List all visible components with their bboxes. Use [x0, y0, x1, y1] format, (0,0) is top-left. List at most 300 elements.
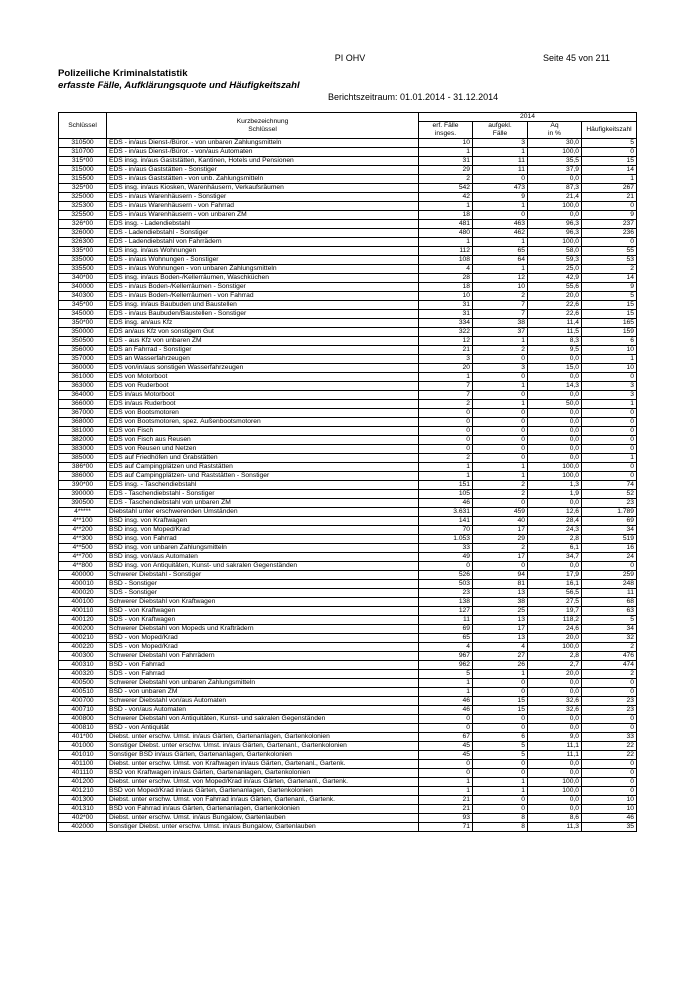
cell-key: 4**800 — [59, 562, 107, 571]
cell-name: EDS - in/aus Warenhäusern - von Fahrrad — [107, 202, 419, 211]
cell-hz: 267 — [582, 184, 637, 193]
header-key: Schlüssel — [59, 113, 107, 139]
cell-name: Schwerer Diebstahl - Sonstiger — [107, 571, 419, 580]
cell-cases: 481 — [419, 220, 473, 229]
cell-solved: 13 — [473, 634, 528, 643]
cell-hz: 53 — [582, 256, 637, 265]
cell-hz: 0 — [582, 562, 637, 571]
cell-key: 400000 — [59, 571, 107, 580]
cell-cases: 1 — [419, 787, 473, 796]
cell-aq: 118,2 — [528, 616, 582, 625]
cell-name: SDS - von Moped/Krad — [107, 643, 419, 652]
cell-cases: 23 — [419, 589, 473, 598]
cell-solved: 17 — [473, 553, 528, 562]
cell-solved: 0 — [473, 211, 528, 220]
cell-hz: 16 — [582, 544, 637, 553]
cell-solved: 1 — [473, 670, 528, 679]
table-row — [59, 454, 637, 463]
cell-aq: 14,3 — [528, 382, 582, 391]
cell-hz: 0 — [582, 418, 637, 427]
cell-solved: 462 — [473, 229, 528, 238]
cell-name: SDS - Sonstiger — [107, 589, 419, 598]
cell-aq: 11,4 — [528, 319, 582, 328]
cell-hz: 34 — [582, 526, 637, 535]
table-row — [59, 823, 637, 832]
cell-key: 326*00 — [59, 220, 107, 229]
table-row — [59, 598, 637, 607]
cell-key: 401110 — [59, 769, 107, 778]
cell-cases: 105 — [419, 490, 473, 499]
cell-aq: 0,0 — [528, 355, 582, 364]
cell-key: 366000 — [59, 400, 107, 409]
cell-cases: 1 — [419, 148, 473, 157]
table-row — [59, 364, 637, 373]
header-year: 2014 — [419, 113, 637, 122]
cell-solved: 3 — [473, 139, 528, 148]
cell-aq: 11,1 — [528, 742, 582, 751]
table-row — [59, 562, 637, 571]
cell-solved: 459 — [473, 508, 528, 517]
cell-solved: 7 — [473, 310, 528, 319]
cell-hz: 74 — [582, 481, 637, 490]
cell-cases: 31 — [419, 157, 473, 166]
cell-cases: 46 — [419, 499, 473, 508]
cell-solved: 26 — [473, 661, 528, 670]
cell-name: EDS - in/aus Boden-/Kellerräumen - Sonstiger — [107, 283, 419, 292]
cell-key: 400220 — [59, 643, 107, 652]
cell-aq: 100,0 — [528, 238, 582, 247]
cell-aq: 0,0 — [528, 688, 582, 697]
cell-name: EDS - Ladendiebstahl von Fahrrädern — [107, 238, 419, 247]
cell-solved: 3 — [473, 364, 528, 373]
cell-solved: 4 — [473, 643, 528, 652]
cell-name: BSD - Sonstiger — [107, 580, 419, 589]
cell-solved: 25 — [473, 607, 528, 616]
cell-name: EDS von Reusen und Netzen — [107, 445, 419, 454]
cell-cases: 46 — [419, 697, 473, 706]
cell-name: BSD - von Antiquität — [107, 724, 419, 733]
cell-key: 356000 — [59, 346, 107, 355]
cell-aq: 21,4 — [528, 193, 582, 202]
cell-solved: 0 — [473, 355, 528, 364]
cell-key: 400110 — [59, 607, 107, 616]
cell-hz: 6 — [582, 337, 637, 346]
cell-aq: 100,0 — [528, 148, 582, 157]
cell-name: BSD - von unbaren ZM — [107, 688, 419, 697]
cell-name: BSD insg. von Kraftwagen — [107, 517, 419, 526]
cell-name: EDS insg. in/aus Gaststätten, Kantinen, Hotels und Pensionen — [107, 157, 419, 166]
cell-name: EDS insg. - Taschendiebstahl — [107, 481, 419, 490]
cell-hz: 63 — [582, 607, 637, 616]
cell-hz: 34 — [582, 625, 637, 634]
cell-aq: 0,0 — [528, 211, 582, 220]
cell-name: Schwerer Diebstahl von unbaren Zahlungsmitteln — [107, 679, 419, 688]
cell-aq: 100,0 — [528, 643, 582, 652]
cell-name: EDS - in/aus Boden-/Kellerräumen - von Fahrrad — [107, 292, 419, 301]
cell-hz: 5 — [582, 616, 637, 625]
cell-solved: 0 — [473, 409, 528, 418]
cell-aq: 50,0 — [528, 400, 582, 409]
cell-solved: 38 — [473, 319, 528, 328]
cell-aq: 11,3 — [528, 823, 582, 832]
cell-solved: 0 — [473, 562, 528, 571]
cell-name: BSD von Kraftwagen in/aus Gärten, Gartenanlagen, Gartenkolonien — [107, 769, 419, 778]
table-row — [59, 625, 637, 634]
table-row — [59, 706, 637, 715]
cell-aq: 28,4 — [528, 517, 582, 526]
cell-name: Diebst. unter erschw. Umst. in/aus Bungalow, Gartenlauben — [107, 814, 419, 823]
cell-key: 326300 — [59, 238, 107, 247]
cell-hz: 0 — [582, 688, 637, 697]
cell-hz: 1 — [582, 175, 637, 184]
cell-aq: 22,6 — [528, 310, 582, 319]
cell-hz: 2 — [582, 670, 637, 679]
cell-cases: 0 — [419, 445, 473, 454]
cell-cases: 2 — [419, 454, 473, 463]
cell-hz: 3 — [582, 391, 637, 400]
cell-aq: 96,3 — [528, 229, 582, 238]
table-row — [59, 508, 637, 517]
cell-cases: 480 — [419, 229, 473, 238]
cell-cases: 0 — [419, 715, 473, 724]
cell-name: EDS - in/aus Warenhäusern - von unbaren ZM — [107, 211, 419, 220]
cell-aq: 16,1 — [528, 580, 582, 589]
table-row — [59, 724, 637, 733]
cell-hz: 15 — [582, 310, 637, 319]
table-row — [59, 760, 637, 769]
cell-name: Diebstahl unter erschwerenden Umständen — [107, 508, 419, 517]
cell-solved: 15 — [473, 706, 528, 715]
cell-solved: 0 — [473, 679, 528, 688]
cell-key: 400210 — [59, 634, 107, 643]
cell-key: 368000 — [59, 418, 107, 427]
cell-name: Sonstiger Diebst. unter erschw. Umst. in/aus Gärten, Gartenanl., Gartenkolonien — [107, 742, 419, 751]
cell-hz: 2 — [582, 265, 637, 274]
cell-key: 386*00 — [59, 463, 107, 472]
cell-hz: 10 — [582, 346, 637, 355]
cell-aq: 0,0 — [528, 445, 582, 454]
cell-cases: 0 — [419, 409, 473, 418]
cell-name: Diebst. unter erschw. Umst. von Fahrrad in/aus Gärten, Gartenanl., Gartenk. — [107, 796, 419, 805]
report-subtitle: erfasste Fälle, Aufklärungsquote und Häufigkeitszahl — [58, 80, 300, 91]
cell-name: EDS in/aus Ruderboot — [107, 400, 419, 409]
cell-key: 335*00 — [59, 247, 107, 256]
cell-cases: 45 — [419, 751, 473, 760]
cell-key: 335000 — [59, 256, 107, 265]
cell-key: 401200 — [59, 778, 107, 787]
cell-cases: 46 — [419, 706, 473, 715]
header-aq — [528, 122, 582, 139]
cell-aq: 2,7 — [528, 661, 582, 670]
cell-cases: 7 — [419, 391, 473, 400]
cell-key: 390500 — [59, 499, 107, 508]
table-row — [59, 778, 637, 787]
cell-aq: 37,9 — [528, 166, 582, 175]
table-row — [59, 499, 637, 508]
cell-solved: 0 — [473, 454, 528, 463]
cell-key: 402000 — [59, 823, 107, 832]
cell-name: EDS von Fisch — [107, 427, 419, 436]
table-row — [59, 157, 637, 166]
table-row — [59, 337, 637, 346]
cell-aq: 30,0 — [528, 139, 582, 148]
cell-name: EDS auf Campingplätzen und Raststätten — [107, 463, 419, 472]
cell-hz: 10 — [582, 796, 637, 805]
cell-cases: 93 — [419, 814, 473, 823]
cell-solved: 0 — [473, 427, 528, 436]
cell-aq: 19,7 — [528, 607, 582, 616]
cell-solved: 11 — [473, 166, 528, 175]
cell-name: EDS insg. in/aus Kiosken, Warenhäusern, Verkaufsräumen — [107, 184, 419, 193]
cell-aq: 20,0 — [528, 292, 582, 301]
table-row — [59, 220, 637, 229]
header-solved — [473, 122, 528, 139]
cell-key: 340300 — [59, 292, 107, 301]
cell-key: 360000 — [59, 364, 107, 373]
cell-cases: 20 — [419, 364, 473, 373]
cell-name: EDS - in/aus Dienst-/Büror. - von/aus Automaten — [107, 148, 419, 157]
cell-solved: 0 — [473, 805, 528, 814]
cell-name: Diebst. unter erschw. Umst. von Kraftwagen in/aus Gärten, Gartenanl., Gartenk. — [107, 760, 419, 769]
cell-aq: 96,3 — [528, 220, 582, 229]
table-row — [59, 697, 637, 706]
cell-solved: 15 — [473, 697, 528, 706]
cell-solved: 5 — [473, 742, 528, 751]
cell-hz: 0 — [582, 436, 637, 445]
cell-key: 385000 — [59, 454, 107, 463]
cell-solved: 27 — [473, 652, 528, 661]
table-row — [59, 238, 637, 247]
cell-name: BSD insg. von/aus Automaten — [107, 553, 419, 562]
table-row — [59, 301, 637, 310]
cell-hz: 0 — [582, 724, 637, 733]
cell-key: 401000 — [59, 742, 107, 751]
table-row — [59, 328, 637, 337]
cell-cases: 3.631 — [419, 508, 473, 517]
cell-hz: 248 — [582, 580, 637, 589]
cell-solved: 94 — [473, 571, 528, 580]
cell-cases: 21 — [419, 796, 473, 805]
cell-hz: 21 — [582, 193, 637, 202]
cell-cases: 1 — [419, 778, 473, 787]
cell-solved: 17 — [473, 625, 528, 634]
cell-aq: 1,3 — [528, 481, 582, 490]
table-row — [59, 751, 637, 760]
cell-key: 325300 — [59, 202, 107, 211]
cell-cases: 67 — [419, 733, 473, 742]
report-org: PI OHV — [334, 53, 366, 63]
cell-key: 400200 — [59, 625, 107, 634]
cell-key: 350500 — [59, 337, 107, 346]
cell-aq: 0,0 — [528, 805, 582, 814]
table-row — [59, 382, 637, 391]
cell-aq: 0,0 — [528, 373, 582, 382]
cell-name: Diebst. unter erschw. Umst. von Moped/Krad in/aus Gärten, Gartenanl., Gartenk. — [107, 778, 419, 787]
cell-aq: 0,0 — [528, 724, 582, 733]
table-row — [59, 544, 637, 553]
cell-aq: 0,0 — [528, 391, 582, 400]
cell-hz: 22 — [582, 751, 637, 760]
cell-solved: 0 — [473, 760, 528, 769]
header-solved-line2: Fälle — [492, 130, 508, 137]
cell-cases: 10 — [419, 139, 473, 148]
cell-solved: 9 — [473, 193, 528, 202]
cell-name: EDS - in/aus Wohnungen - von unbaren Zahlungsmitteln — [107, 265, 419, 274]
cell-solved: 1 — [473, 472, 528, 481]
cell-name: Diebst. unter erschw. Umst. in/aus Gärten, Gartenanlagen, Gartenkolonien — [107, 733, 419, 742]
cell-solved: 37 — [473, 328, 528, 337]
cell-cases: 1 — [419, 463, 473, 472]
table-row — [59, 490, 637, 499]
cell-key: 382000 — [59, 436, 107, 445]
header-aq-line1: Aq — [550, 122, 559, 129]
cell-key: 401*00 — [59, 733, 107, 742]
cell-aq: 0,0 — [528, 679, 582, 688]
cell-name: BSD von Fahrrad in/aus Gärten, Gartenanlagen, Gartenkolonien — [107, 805, 419, 814]
header-solved-line1: aufgekl. — [488, 122, 512, 129]
cell-key: 401100 — [59, 760, 107, 769]
header-hz: Häufigkeitszahl — [582, 122, 637, 139]
cell-aq: 100,0 — [528, 778, 582, 787]
cell-name: Sonstiger Diebst. unter erschw. Umst. in/aus Bungalow, Gartenlauben — [107, 823, 419, 832]
cell-aq: 8,3 — [528, 337, 582, 346]
cell-solved: 64 — [473, 256, 528, 265]
cell-aq: 0,0 — [528, 715, 582, 724]
cell-cases: 0 — [419, 418, 473, 427]
table-row — [59, 535, 637, 544]
cell-solved: 1 — [473, 778, 528, 787]
cell-cases: 49 — [419, 553, 473, 562]
cell-name: EDS - in/aus Warenhäusern - Sonstiger — [107, 193, 419, 202]
cell-key: 367000 — [59, 409, 107, 418]
cell-key: 401010 — [59, 751, 107, 760]
cell-solved: 0 — [473, 499, 528, 508]
cell-name: EDS - in/aus Baubuden/Baustellen - Sonstiger — [107, 310, 419, 319]
cell-key: 363000 — [59, 382, 107, 391]
cell-hz: 0 — [582, 463, 637, 472]
table-row — [59, 391, 637, 400]
cell-hz: 0 — [582, 409, 637, 418]
cell-aq: 9,0 — [528, 733, 582, 742]
cell-hz: 23 — [582, 697, 637, 706]
cell-key: 335500 — [59, 265, 107, 274]
cell-hz: 0 — [582, 445, 637, 454]
cell-hz: 237 — [582, 220, 637, 229]
cell-key: 4**500 — [59, 544, 107, 553]
cell-key: 400010 — [59, 580, 107, 589]
cell-solved: 81 — [473, 580, 528, 589]
table-row — [59, 607, 637, 616]
cell-cases: 0 — [419, 724, 473, 733]
cell-solved: 0 — [473, 715, 528, 724]
table-row — [59, 634, 637, 643]
cell-cases: 1 — [419, 238, 473, 247]
cell-solved: 1 — [473, 463, 528, 472]
table-row — [59, 643, 637, 652]
cell-solved: 1 — [473, 148, 528, 157]
table-row — [59, 256, 637, 265]
cell-key: 340000 — [59, 283, 107, 292]
cell-name: BSD - von Fahrrad — [107, 661, 419, 670]
cell-key: 4**300 — [59, 535, 107, 544]
cell-cases: 151 — [419, 481, 473, 490]
cell-solved: 0 — [473, 175, 528, 184]
cell-key: 361000 — [59, 373, 107, 382]
cell-solved: 1 — [473, 202, 528, 211]
cell-key: 350*00 — [59, 319, 107, 328]
cell-key: 325*00 — [59, 184, 107, 193]
report-period: Berichtszeitraum: 01.01.2014 - 31.12.2014 — [328, 92, 499, 102]
cell-cases: 2 — [419, 175, 473, 184]
cell-cases: 65 — [419, 634, 473, 643]
cell-solved: 2 — [473, 490, 528, 499]
cell-hz: 24 — [582, 553, 637, 562]
cell-name: BSD - von Kraftwagen — [107, 607, 419, 616]
cell-cases: 141 — [419, 517, 473, 526]
cell-key: 326000 — [59, 229, 107, 238]
cell-solved: 11 — [473, 157, 528, 166]
cell-key: 400100 — [59, 598, 107, 607]
cell-hz: 52 — [582, 490, 637, 499]
cell-name: EDS von Fisch aus Reusen — [107, 436, 419, 445]
cell-cases: 28 — [419, 274, 473, 283]
cell-cases: 108 — [419, 256, 473, 265]
cell-cases: 11 — [419, 616, 473, 625]
cell-key: 381000 — [59, 427, 107, 436]
cell-hz: 0 — [582, 427, 637, 436]
cell-cases: 0 — [419, 562, 473, 571]
cell-key: 400500 — [59, 679, 107, 688]
cell-key: 386000 — [59, 472, 107, 481]
table-row — [59, 409, 637, 418]
cell-key: 400710 — [59, 706, 107, 715]
table-row — [59, 274, 637, 283]
cell-hz: 0 — [582, 760, 637, 769]
cell-hz: 15 — [582, 157, 637, 166]
cell-solved: 1 — [473, 400, 528, 409]
table-row — [59, 211, 637, 220]
cell-solved: 17 — [473, 526, 528, 535]
cell-hz: 22 — [582, 742, 637, 751]
table-row — [59, 427, 637, 436]
cell-aq: 11,5 — [528, 328, 582, 337]
cell-aq: 2,8 — [528, 535, 582, 544]
cell-hz: 0 — [582, 148, 637, 157]
table-row — [59, 139, 637, 148]
header-name-line2: Schlüssel — [248, 125, 277, 133]
table-row — [59, 580, 637, 589]
cell-key: 345*00 — [59, 301, 107, 310]
cell-solved: 2 — [473, 481, 528, 490]
cell-aq: 6,1 — [528, 544, 582, 553]
cell-hz: 5 — [582, 292, 637, 301]
cell-hz: 1 — [582, 454, 637, 463]
cell-name: SDS - von Fahrrad — [107, 670, 419, 679]
cell-name: EDS - in/aus Dienst-/Büror. - von unbaren Zahlungsmitteln — [107, 139, 419, 148]
cell-aq: 0,0 — [528, 562, 582, 571]
cell-name: EDS auf Campingplätzen- und Raststätten - Sonstiger — [107, 472, 419, 481]
cell-aq: 42,9 — [528, 274, 582, 283]
cell-aq: 35,5 — [528, 157, 582, 166]
table-row — [59, 661, 637, 670]
table-row — [59, 247, 637, 256]
cell-key: 340*00 — [59, 274, 107, 283]
cell-key: 400800 — [59, 715, 107, 724]
cell-aq: 100,0 — [528, 472, 582, 481]
cell-cases: 21 — [419, 805, 473, 814]
cell-name: EDS - Taschendiebstahl - Sonstiger — [107, 490, 419, 499]
cell-key: 345000 — [59, 310, 107, 319]
